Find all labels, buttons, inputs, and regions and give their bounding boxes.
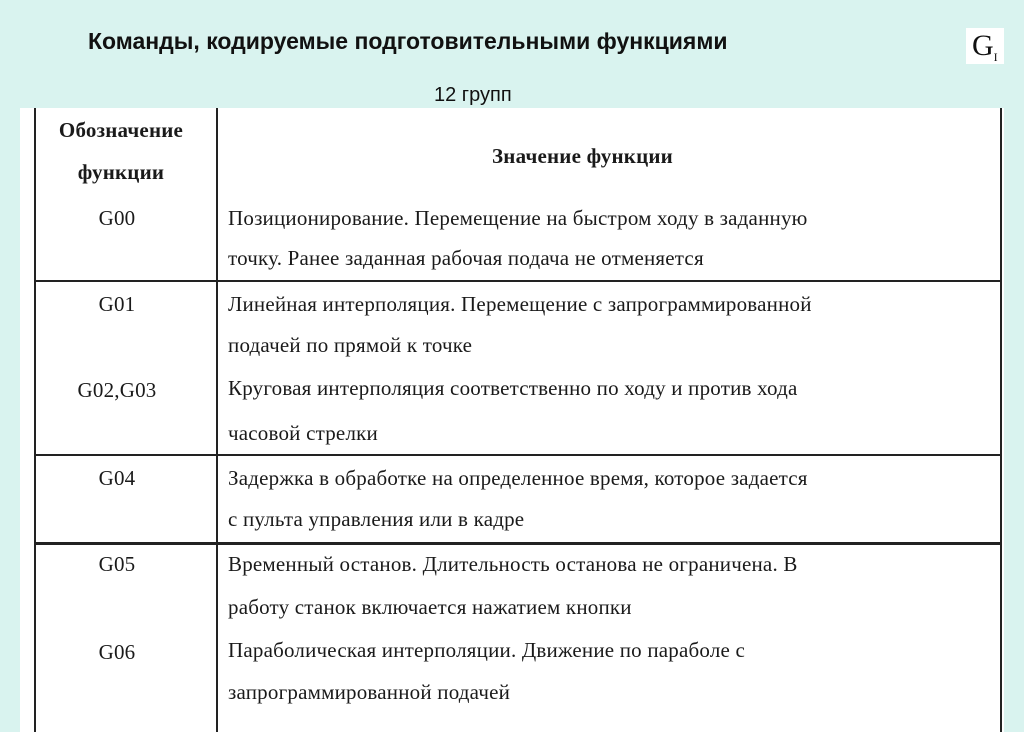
g-glyph-subscript: I — [993, 50, 998, 64]
row4-line4: запрограммированной подачей — [228, 680, 511, 704]
row2-line3: Круговая интерполяция соответственно по ходу и против хода — [228, 376, 798, 400]
row2-line2: подачей по прямой к точке — [228, 333, 473, 357]
row4-line1: Временный останов. Длительность останова не ограничена. В — [228, 552, 798, 576]
row3-line1: Задержка в обработке на определенное время, которое задается — [228, 466, 808, 490]
g-code-glyph — [966, 28, 1004, 64]
row1-code: G00 — [98, 206, 136, 230]
row3-code: G04 — [98, 466, 136, 490]
row1-line2: точку. Ранее заданная рабочая подача не отменяется — [228, 246, 704, 270]
table-sheet — [20, 108, 1004, 732]
row2-line1: Линейная интерполяция. Перемещение с запрограммированной — [228, 292, 812, 316]
row2-line4: часовой стрелки — [228, 421, 378, 445]
row2-code-1: G01 — [98, 292, 136, 316]
g-glyph-letter: G — [972, 29, 994, 62]
table-column-divider — [216, 108, 218, 732]
table-left-border — [34, 108, 36, 732]
header-meaning: Значение функции — [492, 144, 673, 168]
header-code-line1: Обозначение — [58, 118, 184, 142]
row4-code-2: G06 — [98, 640, 136, 664]
slide-title: Команды, кодируемые подготовительными функциями — [88, 28, 728, 54]
row1-line1: Позиционирование. Перемещение на быстром ходу в заданную — [228, 206, 808, 230]
row3-line2: с пульта управления или в кадре — [228, 507, 525, 531]
row4-code-1: G05 — [98, 552, 136, 576]
row4-line3: Параболическая интерполяции. Движение по параболе с — [228, 638, 745, 662]
row-separator-2 — [34, 454, 1002, 456]
row4-line2: работу станок включается нажатием кнопки — [228, 595, 632, 619]
header-code-line2: функции — [77, 160, 165, 184]
row2-code-2: G02,G03 — [77, 378, 157, 402]
row-separator-3 — [34, 542, 1002, 545]
slide-subtitle: 12 групп — [434, 84, 512, 106]
row-separator-1 — [34, 280, 1002, 282]
table-right-border — [1000, 108, 1002, 732]
